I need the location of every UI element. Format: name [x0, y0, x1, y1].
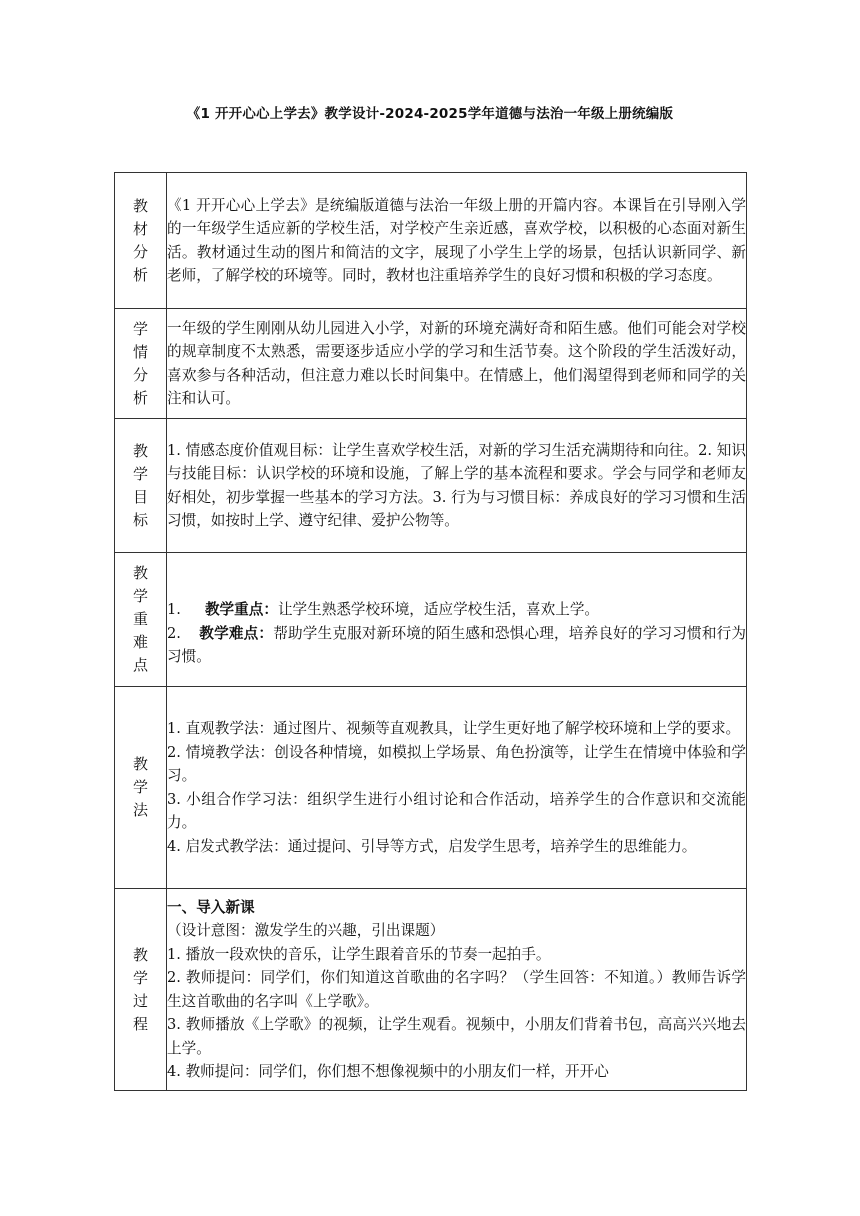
document-title: 《1 开开心心上学去》教学设计-2024-2025学年道德与法治一年级上册统编版 — [186, 106, 674, 122]
label-cell-teaching-methods — [115, 687, 167, 889]
row-teaching-process — [115, 889, 747, 1091]
key-point-text: 让学生熟悉学校环境，适应学校生活，喜欢上学。 — [277, 601, 600, 619]
process-step: 2. 教师提问：同学们，你们知道这首歌曲的名字吗？（学生回答：不知道。）教师告诉学生这首歌曲的名字叫《上学歌》。 — [167, 969, 746, 1010]
content-teaching-methods — [167, 687, 747, 889]
label-cell-teaching-goals — [115, 419, 167, 553]
row-key-points — [115, 553, 747, 687]
content-teaching-goals — [167, 419, 747, 553]
label-cell-teaching-process — [115, 889, 167, 1091]
student-analysis-text: 一年级的学生刚刚从幼儿园进入小学，对新的环境充满好奇和陌生感。他们可能会对学校的规章制度不太熟悉，需要逐步适应小学的学习和生活节奏。这个阶段的学生活泼好动，喜欢参与各种活动，但注意力难以长时间集中。在情感上，他们渴望得到老师和同学的关注和认可。 — [167, 319, 746, 407]
process-step: 1. 播放一段欢快的音乐，让学生跟着音乐的节奏一起拍手。 — [167, 945, 551, 963]
difficult-point-title: 教学难点： — [199, 624, 274, 642]
row-material-analysis — [115, 173, 747, 309]
label-cell-key-points — [115, 553, 167, 687]
difficult-point-text: 帮助学生克服对新环境的陌生感和恐惧心理，培养良好的学习习惯和行为习惯。 — [167, 624, 746, 666]
lesson-plan-table — [114, 172, 747, 1091]
process-step: 3. 教师播放《上学歌》的视频，让学生观看。视频中，小朋友们背着书包，高高兴兴地去上学。 — [167, 1016, 746, 1057]
label-teaching-process: 教学过程 — [132, 945, 148, 1033]
label-cell-material-analysis — [115, 173, 167, 309]
method-item: 2. 情境教学法：创设各种情境，如模拟上学场景、角色扮演等，让学生在情境中体验和学习。 — [167, 743, 746, 784]
content-material-analysis — [167, 173, 747, 309]
content-key-points — [167, 553, 747, 687]
process-section-heading: 一、导入新课 — [167, 898, 255, 916]
label-teaching-goals: 教学目标 — [132, 441, 148, 529]
content-teaching-process — [167, 889, 747, 1091]
row-student-analysis — [115, 309, 747, 419]
row-teaching-goals — [115, 419, 747, 553]
method-item: 3. 小组合作学习法：组织学生进行小组讨论和合作活动，培养学生的合作意识和交流能力。 — [167, 790, 746, 831]
label-cell-student-analysis — [115, 309, 167, 419]
process-step: 4. 教师提问：同学们，你们想不想像视频中的小朋友们一样，开开心 — [167, 1063, 609, 1080]
label-material-analysis: 教材分析 — [132, 196, 148, 284]
key-point-title: 教学重点： — [204, 601, 278, 619]
label-key-points: 教学重难点 — [132, 564, 148, 674]
label-student-analysis: 学情分析 — [132, 319, 148, 407]
row-teaching-methods — [115, 687, 747, 889]
key-point-number: 1. — [167, 601, 181, 619]
process-design-intent: （设计意图：激发学生的兴趣，引出课题） — [167, 922, 445, 939]
difficult-point-item — [167, 622, 746, 669]
content-student-analysis — [167, 309, 747, 419]
label-teaching-methods: 教学法 — [132, 755, 148, 819]
difficult-point-number: 2. — [167, 624, 181, 642]
material-analysis-text: 《1 开开心心上学去》是统编版道德与法治一年级上册的开篇内容。本课旨在引导刚入学的一年级学生适应新的学校生活，对学校产生亲近感，喜欢学校，以积极的心态面对新生活。教材通过生动的图片和简洁的文字，展现了小学生上学的场景，包括认识新同学、新老师，了解学校的环境等。同时，教材也注重培养学生的良好习惯和积极的学习态度。 — [167, 196, 746, 284]
key-point-item — [167, 598, 746, 622]
method-item: 4. 启发式教学法：通过提问、引导等方式，启发学生思考，培养学生的思维能力。 — [167, 837, 697, 855]
teaching-goals-text: 1. 情感态度价值观目标：让学生喜欢学校生活，对新的学习生活充满期待和向往。2. 知识与技能目标：认识学校的环境和设施，了解上学的基本流程和要求。学会与同学和老师友好相处，初步掌握一些基本的学习方法。3. 行为与习惯目标：养成良好的学习习惯和生活习惯，如按时上学、遵守纪律、爱护公物等。 — [167, 441, 746, 529]
method-item: 1. 直观教学法：通过图片、视频等直观教具，让学生更好地了解学校环境和上学的要求。 — [167, 720, 741, 737]
